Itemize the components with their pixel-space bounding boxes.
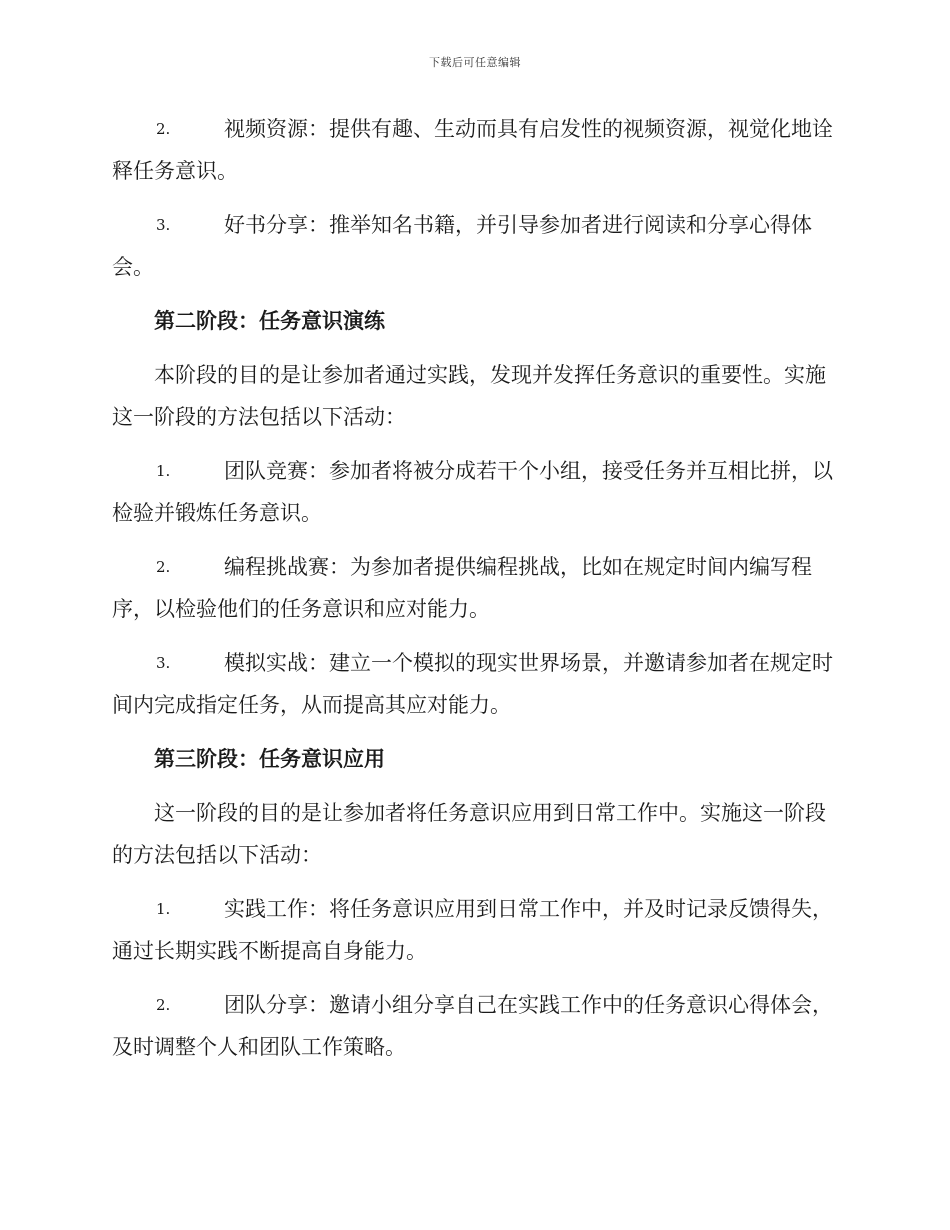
list-item-team-sharing	[112, 984, 838, 1068]
list-item-video-resources	[112, 108, 838, 192]
list-text: 视频资源：提供有趣、生动而具有启发性的视频资源，视觉化地诠释任务意识。	[112, 117, 833, 183]
list-text: 团队分享：邀请小组分享自己在实践工作中的任务意识心得体会，及时调整个人和团队工作策略。	[112, 993, 833, 1059]
list-item-programming-challenge	[112, 546, 838, 630]
section-heading-stage-three: 第三阶段：任务意识应用	[154, 746, 385, 771]
list-text: 团队竞赛：参加者将被分成若干个小组，接受任务并互相比拼，以检验并锻炼任务意识。	[112, 459, 833, 525]
list-number: 2.	[156, 120, 171, 138]
paragraph-stage-three-intro: 这一阶段的目的是让参加者将任务意识应用到日常工作中。实施这一阶段的方法包括以下活动：	[112, 801, 826, 867]
list-text: 模拟实战：建立一个模拟的现实世界场景，并邀请参加者在规定时间内完成指定任务，从而提高其应对能力。	[112, 651, 833, 717]
list-number: 1.	[156, 462, 171, 480]
paragraph-stage-two-intro: 本阶段的目的是让参加者通过实践，发现并发挥任务意识的重要性。实施这一阶段的方法包括以下活动：	[112, 363, 826, 429]
list-number: 3.	[156, 216, 171, 234]
section-heading-stage-two: 第二阶段：任务意识演练	[154, 308, 385, 333]
list-number: 1.	[156, 900, 171, 918]
page-header: 下载后可任意编辑	[429, 56, 521, 69]
list-item-book-sharing	[112, 204, 838, 288]
document-body	[112, 108, 838, 1080]
list-number: 2.	[156, 558, 171, 576]
list-item-practice-work	[112, 888, 838, 972]
list-item-simulation	[112, 642, 838, 726]
list-item-team-competition	[112, 450, 838, 534]
list-number: 2.	[156, 996, 171, 1014]
list-text: 好书分享：推举知名书籍，并引导参加者进行阅读和分享心得体会。	[112, 213, 812, 279]
list-number: 3.	[156, 654, 171, 672]
list-text: 实践工作：将任务意识应用到日常工作中，并及时记录反馈得失，通过长期实践不断提高自身能力。	[112, 897, 833, 963]
list-text: 编程挑战赛：为参加者提供编程挑战，比如在规定时间内编写程序，以检验他们的任务意识和应对能力。	[112, 555, 812, 621]
